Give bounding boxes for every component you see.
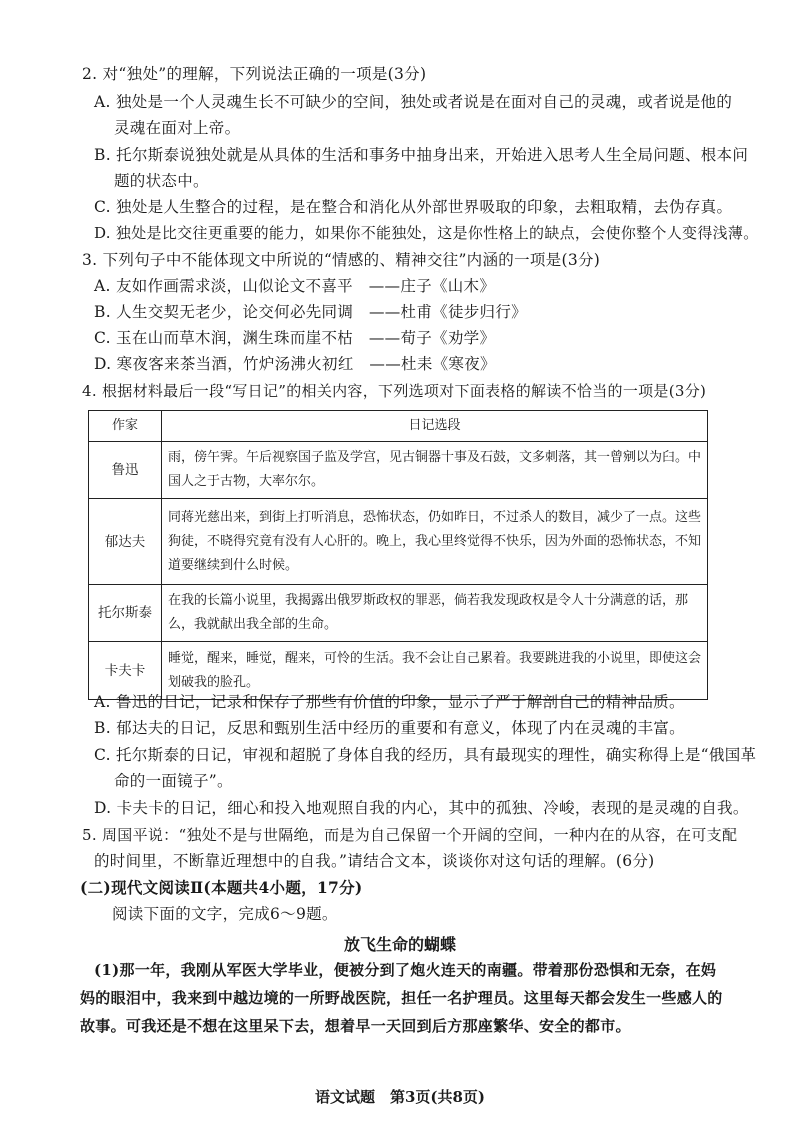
q3-stem: 3. 下列句子中不能体现文中所说的“情感的、精神交往”内涵的一项是(3分) — [82, 251, 601, 269]
table-row — [89, 642, 708, 700]
row-excerpt: 在我的长篇小说里，我揭露出俄罗斯政权的罪恶，倘若我发现政权是令人十分满意的话，那么，我就献出我全部的生命。 — [162, 585, 708, 642]
q4-option-b: B. 郁达夫的日记，反思和甄别生活中经历的重要和有意义，体现了内在灵魂的丰富。 — [94, 719, 685, 737]
q2-option-a-line1: A. 独处是一个人灵魂生长不可缺少的空间，独处或者说是在面对自己的灵魂，或者说是他的 — [94, 93, 733, 111]
q4-option-a: A. 鲁迅的日记，记录和保存了那些有价值的印象，显示了严于解剖自己的精神品质。 — [94, 693, 685, 711]
col-excerpt-header: 日记选段 — [162, 411, 708, 442]
q2-option-b-line2: 题的状态中。 — [114, 172, 209, 190]
row-excerpt: 睡觉，醒来，睡觉，醒来，可怜的生活。我不会让自己累着。我要跳进我的小说里，即使这会划破我的脸孔。 — [162, 642, 708, 700]
row-author: 郁达夫 — [89, 499, 162, 585]
q2-option-c: C. 独处是人生整合的过程，是在整合和消化从外部世界吸取的印象，去粗取精，去伪存真。 — [94, 198, 733, 216]
q5-line2: 的时间里，不断靠近理想中的自我。”请结合文本，谈谈你对这句话的理解。(6分) — [94, 852, 655, 870]
table-row — [89, 442, 708, 499]
row-excerpt: 雨，傍午霁。午后视察国子监及学宫，见古铜器十事及石鼓，文多刺落，其一曾剜以为臼。中国人之于古物，大率尔尔。 — [162, 442, 708, 499]
row-author: 鲁迅 — [89, 442, 162, 499]
q2-option-a-line2: 灵魂在面对上帝。 — [114, 119, 241, 137]
q4-option-d: D. 卡夫卡的日记，细心和投入地观照自我的内心，其中的孤独、冷峻，表现的是灵魂的自我。 — [94, 799, 749, 817]
table-row — [89, 585, 708, 642]
diary-table — [88, 410, 708, 700]
page-footer: 语文试题 第3页(共8页) — [314, 1088, 486, 1106]
q3-option-c: C. 玉在山而草木润，渊生珠而崖不枯 ——荀子《劝学》 — [94, 329, 496, 347]
q2-stem: 2. 对“独处”的理解，下列说法正确的一项是(3分) — [82, 65, 427, 83]
q5-line1: 5. 周国平说：“独处不是与世隔绝，而是为自己保留一个开阔的空间，一种内在的从容，在可支配 — [82, 826, 738, 844]
q3-option-b: B. 人生交契无老少，论交何必先同调 ——杜甫《徒步归行》 — [94, 303, 527, 321]
passage-line3: 故事。可我还是不想在这里呆下去，想着早一天回到后方那座繁华、安全的都市。 — [80, 1017, 631, 1035]
section2-instruction: 阅读下面的文字，完成6～9题。 — [112, 905, 338, 923]
q3-option-a: A. 友如作画需求淡，山似论文不喜平 ——庄子《山木》 — [94, 277, 496, 295]
row-author: 托尔斯泰 — [89, 585, 162, 642]
q4-option-c-line1: C. 托尔斯泰的日记，审视和超脱了身体自我的经历，具有最现实的理性，确实称得上是“俄国革 — [94, 746, 757, 764]
q4-option-c-line2: 命的一面镜子”。 — [114, 772, 233, 790]
passage-title: 放飞生命的蝴蝶 — [343, 935, 456, 954]
row-excerpt: 同蒋光慈出来，到街上打听消息，恐怖状态，仍如昨日，不过杀人的数目，减少了一点。这些狗徒，不晓得究竟有没有人心肝的。晚上，我心里终觉得不快乐，因为外面的恐怖状态，不知道要继续到什么时候。 — [162, 499, 708, 585]
q3-option-d: D. 寒夜客来茶当酒，竹炉汤沸火初红 ——杜耒《寒夜》 — [94, 355, 496, 373]
passage-line1: (1)那一年，我刚从军医大学毕业，便被分到了炮火连天的南疆。带着那份恐惧和无奈，在妈 — [94, 961, 717, 979]
diary-table-header — [89, 411, 708, 442]
col-author-header: 作家 — [89, 411, 162, 442]
row-author: 卡夫卡 — [89, 642, 162, 700]
q2-option-d: D. 独处是比交往更重要的能力，如果你不能独处，这是你性格上的缺点，会使你整个人变得浅薄。 — [94, 224, 759, 242]
section2-heading: (二)现代文阅读Ⅱ(本题共4小题，17分) — [80, 878, 363, 897]
q2-option-b-line1: B. 托尔斯泰说独处就是从具体的生活和事务中抽身出来，开始进入思考人生全局问题、根本问 — [94, 146, 749, 164]
q4-stem: 4. 根据材料最后一段“写日记”的相关内容，下列选项对下面表格的解读不恰当的一项是(3分) — [82, 382, 707, 400]
passage-line2: 妈的眼泪中，我来到中越边境的一所野战医院，担任一名护理员。这里每天都会发生一些感人的 — [80, 989, 723, 1007]
table-row — [89, 499, 708, 585]
